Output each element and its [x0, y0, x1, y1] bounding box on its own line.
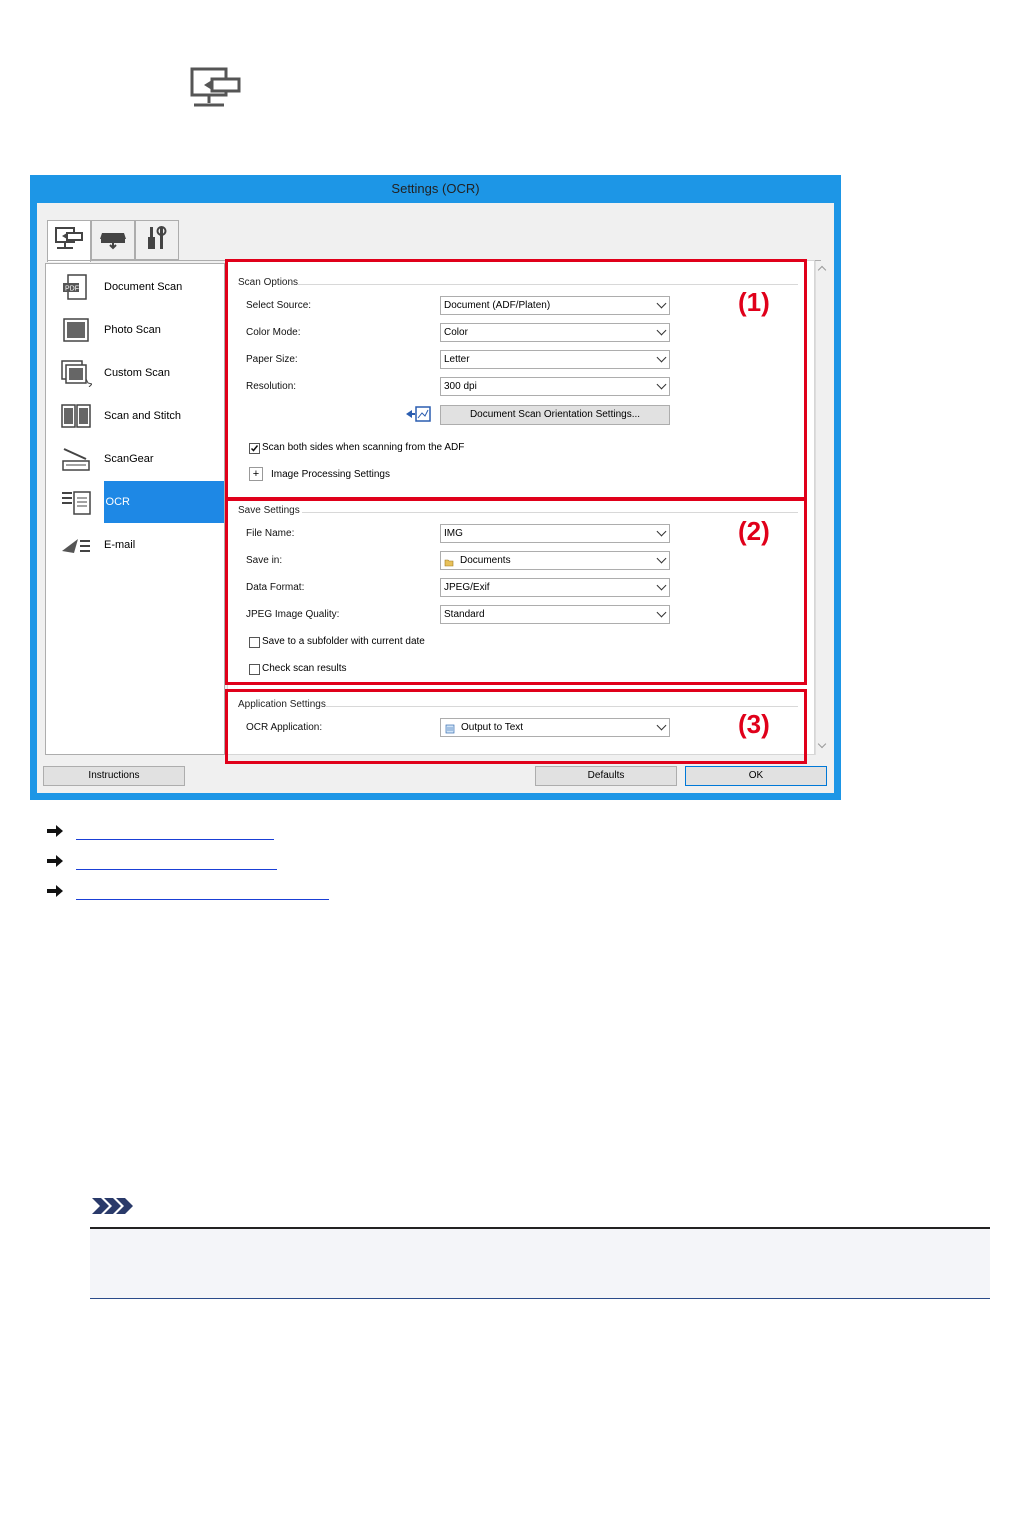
scan-from-computer-tab-icon [54, 226, 84, 257]
highlight-box-3 [225, 689, 807, 764]
scangear-icon [58, 443, 94, 475]
custom-scan-icon [58, 357, 94, 389]
nav-item-scan-and-stitch[interactable]: Scan and Stitch [46, 395, 224, 437]
link-underline-2[interactable] [76, 868, 277, 870]
instructions-button[interactable]: Instructions [43, 766, 185, 786]
document-scan-icon [58, 271, 94, 303]
settings-panel [227, 260, 815, 755]
link-row-3[interactable] [46, 882, 329, 904]
ocr-app-label: OCR Application: [246, 722, 323, 733]
paper-size-label: Paper Size: [246, 354, 298, 365]
check-results-label: Check scan results [262, 663, 347, 674]
jpeg-quality-label: JPEG Image Quality: [246, 609, 340, 620]
file-name-combobox[interactable]: IMG [440, 524, 670, 543]
expand-button[interactable]: + [249, 467, 263, 481]
data-format-dropdown[interactable]: JPEG/Exif [440, 578, 670, 597]
settings-scrollbar[interactable] [815, 261, 829, 755]
scan-from-computer-icon [188, 66, 244, 110]
scroll-down-icon[interactable] [818, 740, 826, 748]
paper-size-dropdown[interactable]: Letter [440, 350, 670, 369]
save-in-dropdown[interactable]: Documents [440, 551, 670, 570]
select-source-label: Select Source: [246, 300, 312, 311]
application-settings-group-label: Application Settings [238, 699, 326, 710]
ok-button[interactable]: OK [685, 766, 827, 786]
tab-scan-from-operation-panel[interactable] [91, 220, 135, 260]
tools-tab-icon [142, 225, 172, 256]
resolution-label: Resolution: [246, 381, 297, 392]
nav-item-custom-scan[interactable]: Custom Scan [46, 352, 224, 394]
arrow-right-icon [46, 884, 64, 903]
svg-text:PDF: PDF [65, 285, 79, 293]
marker-3: (3) [738, 709, 770, 739]
link-underline-3[interactable] [76, 898, 329, 900]
highlight-box-2 [225, 498, 807, 685]
ocr-app-dropdown[interactable]: Output to Text [440, 718, 670, 737]
scan-type-list [45, 263, 225, 755]
dialog-title: Settings (OCR) [30, 175, 841, 202]
tab-scan-from-computer[interactable] [47, 220, 91, 262]
dialog-client [37, 203, 834, 793]
save-in-label: Save in: [246, 555, 283, 566]
nav-item-email[interactable]: E-mail [46, 524, 224, 566]
scan-both-sides-label: Scan both sides when scanning from the ADF [262, 442, 465, 453]
data-format-label: Data Format: [246, 582, 305, 593]
photo-scan-icon [58, 314, 94, 346]
settings-dialog [30, 175, 841, 800]
highlight-box-1 [225, 259, 807, 500]
ocr-icon [58, 486, 94, 518]
marker-1: (1) [738, 287, 770, 317]
link-row-2[interactable] [46, 852, 277, 874]
marker-2: (2) [738, 516, 770, 546]
save-settings-group-label: Save Settings [238, 505, 300, 516]
arrow-right-icon [46, 824, 64, 843]
subfolder-label: Save to a subfolder with current date [262, 636, 425, 647]
nav-item-document-scan[interactable]: PDF Document Scan [46, 266, 224, 308]
defaults-button[interactable]: Defaults [535, 766, 677, 786]
image-processing-label: Image Processing Settings [271, 469, 390, 480]
nav-item-scangear[interactable]: ScanGear [46, 438, 224, 480]
scanner-tab-icon [98, 225, 128, 256]
color-mode-dropdown[interactable]: Color [440, 323, 670, 342]
tab-general-settings[interactable] [135, 220, 179, 260]
orientation-settings-button[interactable]: Document Scan Orientation Settings... [440, 405, 670, 425]
scan-stitch-icon [58, 400, 94, 432]
color-mode-label: Color Mode: [246, 327, 301, 338]
link-row-1[interactable] [46, 822, 274, 844]
scroll-up-icon[interactable] [818, 266, 826, 274]
nav-item-photo-scan[interactable]: Photo Scan [46, 309, 224, 351]
link-underline-1[interactable] [76, 838, 274, 840]
select-source-dropdown[interactable]: Document (ADF/Platen) [440, 296, 670, 315]
scan-options-group-label: Scan Options [238, 277, 299, 288]
resolution-dropdown[interactable]: 300 dpi [440, 377, 670, 396]
note-icon [90, 1196, 140, 1216]
file-name-label: File Name: [246, 528, 295, 539]
nav-item-ocr[interactable]: OCR [46, 481, 224, 523]
note-box [90, 1227, 990, 1299]
arrow-right-icon [46, 854, 64, 873]
jpeg-quality-dropdown[interactable]: Standard [440, 605, 670, 624]
email-icon [58, 529, 94, 561]
